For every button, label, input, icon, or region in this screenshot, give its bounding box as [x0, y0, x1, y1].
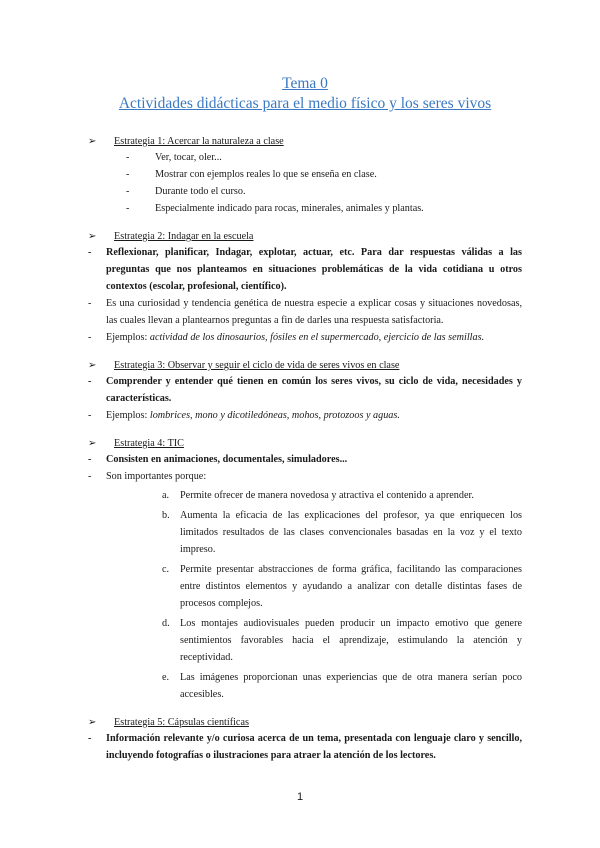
- reason-text: Aumenta la eficacia de las explicaciones del profesor, ya que enriquecen los limitados resultados de las clases convencionales basadas en la voz y el texto impreso.: [180, 510, 522, 555]
- list-item: - Ver, tocar, oler...: [88, 149, 522, 166]
- reason-marker: e.: [162, 672, 170, 683]
- document-subtitle: Actividades didácticas para el medio físico y los seres vivos: [118, 95, 492, 112]
- reason-text: Los montajes audiovisuales pueden producir un impacto emotivo que genere sentimientos favorables hacia el aprendizaje, estimulando la atención y receptividad.: [180, 618, 522, 663]
- list-item: - Información relevante y/o curiosa acerca de un tema, presentada con lenguaje claro y sencillo, incluyendo fotografías o ilustraciones para atraer la atención de los lectores.: [88, 730, 522, 764]
- strategy-3-title: Estrategia 3: Observar y seguir el ciclo de vida de seres vivos en clase: [114, 360, 400, 371]
- list-item: - Mostrar con ejemplos reales lo que se enseña en clase.: [88, 166, 522, 183]
- page-number: 1: [296, 791, 304, 803]
- list-item: - Comprender y entender qué tienen en común los seres vivos, su ciclo de vida, necesidades y características.: [88, 373, 522, 407]
- examples-label: Ejemplos:: [106, 410, 150, 421]
- reason-text: Permite ofrecer de manera novedosa y atractiva el contenido a aprender.: [180, 490, 474, 501]
- reason-item: [88, 487, 522, 504]
- strategy-3-section: [88, 358, 522, 424]
- list-item: - Son importantes porque:: [88, 468, 522, 485]
- examples-item: [88, 407, 522, 424]
- document-title: Tema 0: [282, 75, 328, 92]
- list-item: - Durante todo el curso.: [88, 183, 522, 200]
- strategy-4-title: Estrategia 4: TIC: [114, 438, 184, 449]
- strategy-5-section: [88, 715, 522, 764]
- reasons-list: [88, 487, 522, 703]
- list-item: - Es una curiosidad y tendencia genética de nuestra especie a explicar cosas y situaciones novedosas, las cuales llevan a plantearnos preguntas a fin de darles una respuesta satisfactoria.: [88, 295, 522, 329]
- strategy-4-list: [88, 451, 522, 485]
- list-item: - Consisten en animaciones, documentales, simuladores...: [88, 451, 522, 468]
- examples-text: actividad de los dinosaurios, fósiles en el supermercado, ejercicio de las semillas.: [149, 332, 485, 343]
- arrow-bullet-icon: ➢: [88, 231, 97, 242]
- reason-item: [88, 669, 522, 703]
- arrow-bullet-icon: ➢: [88, 136, 97, 147]
- arrow-bullet-icon: ➢: [88, 438, 97, 449]
- examples-text: lombrices, mono y dicotiledóneas, mohos, protozoos y aguas.: [149, 410, 400, 421]
- strategy-4-heading: [88, 436, 522, 451]
- examples-label: Ejemplos:: [106, 332, 150, 343]
- strategy-1-heading: [88, 134, 522, 149]
- list-item: - Especialmente indicado para rocas, minerales, animales y plantas.: [88, 200, 522, 217]
- strategy-5-title: Estrategia 5: Cápsulas científicas: [114, 717, 249, 728]
- strategy-2-section: [88, 229, 522, 346]
- list-item: - Reflexionar, planificar, Indagar, explotar, actuar, etc. Para dar respuestas válidas a las preguntas que nos planteamos en situaciones problemáticas de la vida cotidiana u otros contextos (escolar, profesional, científico).: [88, 244, 522, 295]
- strategy-5-list: [88, 730, 522, 764]
- strategy-1-title: Estrategia 1: Acercar la naturaleza a clase: [114, 136, 284, 147]
- strategy-1-list: [88, 149, 522, 217]
- strategy-2-list: [88, 244, 522, 346]
- examples-item: [88, 329, 522, 346]
- reason-item: [88, 507, 522, 558]
- strategy-5-heading: [88, 715, 522, 730]
- strategy-2-title: Estrategia 2: Indagar en la escuela: [114, 231, 254, 242]
- strategy-2-heading: [88, 229, 522, 244]
- reason-marker: b.: [162, 510, 170, 521]
- strategy-3-list: [88, 373, 522, 424]
- reason-marker: d.: [162, 618, 170, 629]
- arrow-bullet-icon: ➢: [88, 717, 97, 728]
- reason-text: Permite presentar abstracciones de forma gráfica, facilitando las comparaciones entre distintos elementos y ayudando a analizar con detalle distintas fases de procesos complejos.: [180, 564, 522, 609]
- reason-marker: a.: [162, 490, 170, 501]
- strategy-3-heading: [88, 358, 522, 373]
- reason-item: [88, 615, 522, 666]
- reason-marker: c.: [162, 564, 170, 575]
- strategy-4-section: [88, 436, 522, 703]
- reason-item: [88, 561, 522, 612]
- strategy-1-section: [88, 134, 522, 217]
- arrow-bullet-icon: ➢: [88, 360, 97, 371]
- reason-text: Las imágenes proporcionan unas experiencias que de otra manera serían poco accesibles.: [180, 672, 522, 700]
